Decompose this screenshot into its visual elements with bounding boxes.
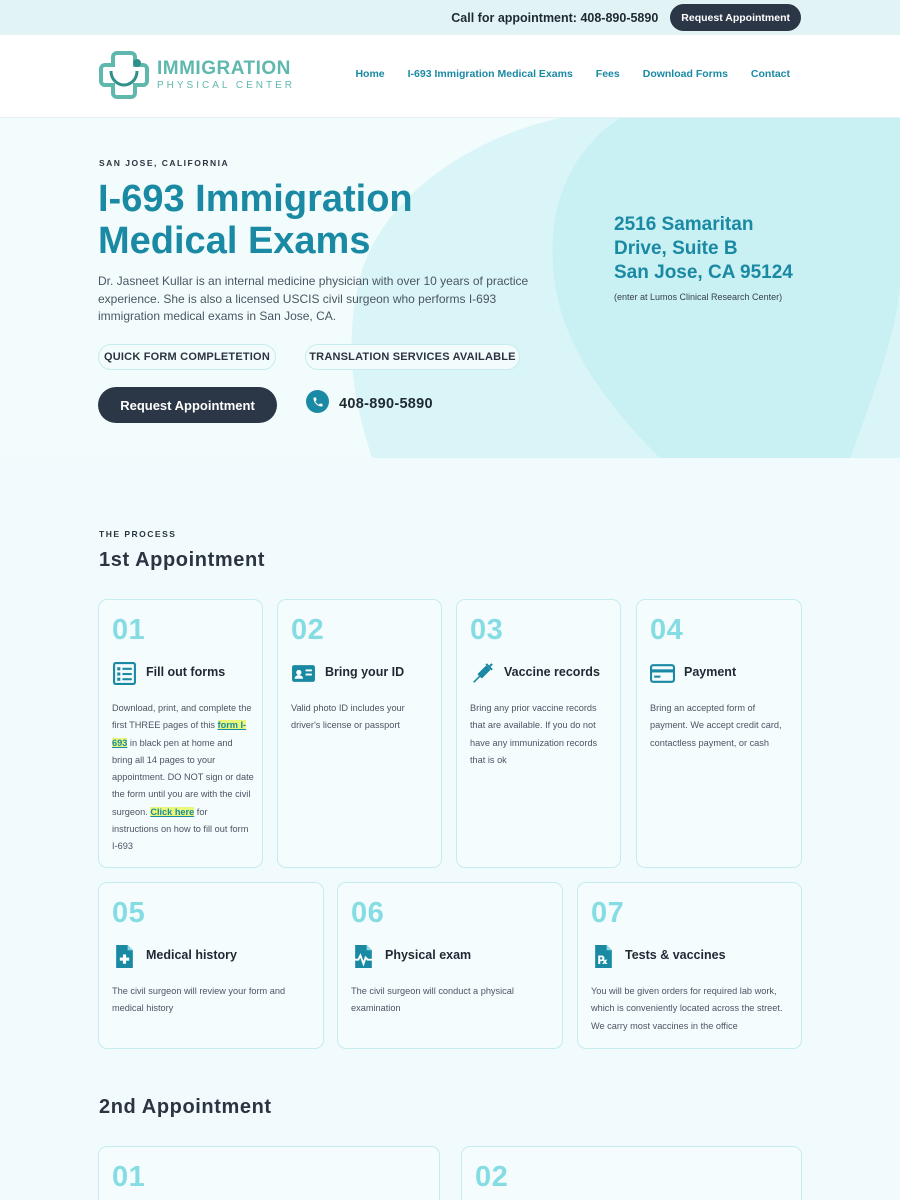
process-card-bring-id	[277, 599, 442, 868]
process-card-fill-forms	[98, 599, 263, 868]
card-title: Medical history	[146, 948, 237, 962]
card-title: Payment	[684, 665, 737, 679]
process-card-tests-vaccines	[577, 882, 802, 1049]
card-body-text-3: for instructions on how to fill out form I-693	[112, 806, 249, 852]
card-body	[112, 700, 254, 856]
caduceus-cross-logo-icon	[99, 49, 149, 101]
card-number: 02	[475, 1161, 509, 1193]
heartbeat-file-icon	[351, 944, 376, 969]
card-number: 01	[112, 614, 146, 646]
card-body: You will be given orders for required lab work, which is conveniently located across the street. We carry most vaccines in the office	[591, 986, 783, 1031]
card-title: Physical exam	[385, 948, 472, 962]
hero-eyebrow: SAN JOSE, CALIFORNIA	[99, 158, 230, 168]
logo-line1: IMMIGRATION	[157, 58, 291, 79]
address-note: (enter at Lumos Clinical Research Center)	[614, 292, 783, 302]
card-number: 01	[112, 1161, 146, 1193]
address-line-3: San Jose, CA 95124	[614, 262, 793, 283]
card-number: 05	[112, 897, 146, 929]
process-card-physical-exam	[337, 882, 563, 1049]
click-here-link[interactable]: Click here	[150, 806, 195, 817]
main-nav	[332, 68, 790, 80]
page-title: I-693 Immigration Medical Exams	[98, 178, 413, 262]
card-number: 04	[650, 614, 684, 646]
badge-translation: TRANSLATION SERVICES AVAILABLE	[305, 344, 520, 370]
card-title: Bring your ID	[325, 665, 405, 679]
card-title: Fill out forms	[146, 665, 226, 679]
topbar-request-appointment-button[interactable]: Request Appointment	[670, 4, 801, 31]
nav-download-forms[interactable]: Download Forms	[642, 68, 728, 80]
card-number: 03	[470, 614, 504, 646]
second-process-card-1	[98, 1146, 440, 1200]
address-line-2: Drive, Suite B	[614, 238, 738, 259]
hero-phone-link[interactable]: 408-890-5890	[339, 396, 433, 412]
nav-fees[interactable]: Fees	[595, 68, 620, 80]
medical-file-icon	[112, 944, 137, 969]
card-body: Bring an accepted form of payment. We accept credit card, contactless payment, or cash	[650, 703, 782, 748]
svg-text:℞: ℞	[597, 952, 609, 967]
process-card-vaccine-records	[456, 599, 621, 868]
badge-quick-form: QUICK FORM COMPLETETION	[98, 344, 276, 370]
process-eyebrow: THE PROCESS	[99, 529, 177, 539]
card-body: Valid photo ID includes your driver's license or passport	[291, 703, 405, 731]
prescription-icon	[591, 944, 616, 969]
form-icon	[112, 661, 137, 686]
form-i693-link[interactable]: form I-693	[112, 720, 247, 748]
hero-request-appointment-button[interactable]: Request Appointment	[98, 387, 277, 423]
card-body: The civil surgeon will review your form and medical history	[112, 986, 286, 1014]
top-bar	[0, 0, 900, 35]
card-body-text-1: Download, print, and complete the first THREE pages of this	[112, 703, 252, 731]
call-for-appointment: Call for appointment: 408-890-5890	[451, 10, 659, 25]
clinic-address	[614, 213, 793, 285]
second-process-card-2	[461, 1146, 802, 1200]
second-appointment-title: 2nd Appointment	[99, 1096, 272, 1118]
card-title: Tests & vaccines	[625, 948, 726, 962]
first-appointment-title: 1st Appointment	[99, 549, 266, 571]
card-number: 06	[351, 897, 385, 929]
hero-section	[0, 118, 900, 458]
address-line-1: 2516 Samaritan	[614, 214, 754, 235]
nav-contact[interactable]: Contact	[750, 68, 790, 80]
process-card-medical-history	[98, 882, 324, 1049]
syringe-icon	[470, 661, 495, 686]
card-body: Bring any prior vaccine records that are available. If you do not have any immunization records that is ok	[470, 703, 598, 765]
card-body: The civil surgeon will conduct a physical examination	[351, 986, 514, 1014]
nav-i693-exams[interactable]: I-693 Immigration Medical Exams	[407, 68, 573, 80]
process-card-payment	[636, 599, 802, 868]
card-body-text-2: in black pen at home and bring all 14 pages to your appointment. DO NOT sign or date the form until you are with the civil surgeon.	[112, 737, 254, 817]
logo-line2: PHYSICAL CENTER	[157, 80, 295, 91]
phone-icon	[306, 390, 329, 413]
hero-description: Dr. Jasneet Kullar is an internal medicine physician with over 10 years of practice experience. She is also a licensed USCIS civil surgeon who performs I-693 immigration medical exams in San Jose, CA.	[98, 274, 529, 323]
credit-card-icon	[650, 661, 675, 686]
id-card-icon	[291, 661, 316, 686]
site-logo[interactable]	[99, 49, 295, 101]
card-number: 02	[291, 614, 325, 646]
card-number: 07	[591, 897, 625, 929]
site-header	[0, 35, 900, 118]
card-title: Vaccine records	[504, 665, 600, 679]
nav-home[interactable]: Home	[355, 68, 385, 80]
